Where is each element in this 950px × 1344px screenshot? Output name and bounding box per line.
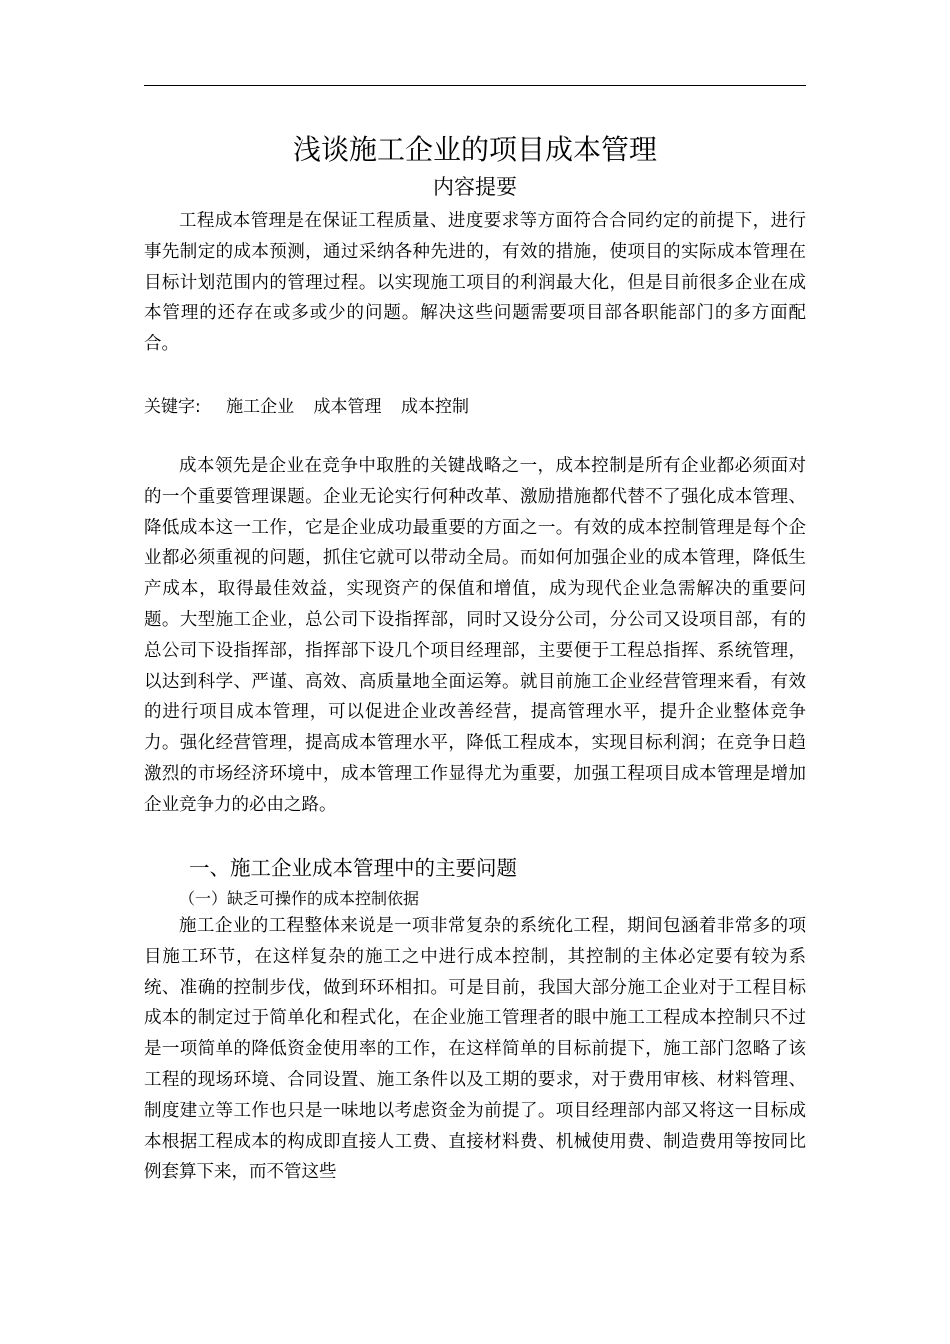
keyword: 成本控制	[400, 397, 469, 417]
keywords-label: 关键字:	[144, 397, 201, 417]
keyword: 施工企业	[226, 397, 295, 417]
subsection-heading: （一）缺乏可操作的成本控制依据	[179, 889, 420, 908]
abstract-paragraph: 工程成本管理是在保证工程质量、进度要求等方面符合合同约定的前提下，进行事先制定的成本预测，通过采纳各种先进的，有效的措施，使项目的实际成本管理在目标计划范围内的管理过程。以实现施工项目的利润最大化，但是目前很多企业在成本管理的还存在或多或少的问题。解决这些问题需要项目部各职能部门的多方面配合。	[144, 211, 806, 355]
abstract-heading: 内容提要	[433, 175, 517, 199]
intro-paragraph: 成本领先是企业在竞争中取胜的关键战略之一，成本控制是所有企业都必须面对的一个重要管理课题。企业无论实行何种改革、激励措施都代替不了强化成本管理、降低成本这一工作，它是企业成功最重要的方面之一。有效的成本控制管理是每个企业都必须重视的问题，抓住它就可以带动全局。而如何加强企业的成本管理，降低生产成本，取得最佳效益，实现资产的保值和增值，成为现代企业急需解决的重要问题。大型施工企业，总公司下设指挥部，同时又设分公司，分公司又设项目部，有的总公司下设指挥部，指挥部下设几个项目经理部，主要便于工程总指挥、系统管理，以达到科学、严谨、高效、高质量地全面运筹。就目前施工企业经营管理来看，有效的进行项目成本管理，可以促进企业改善经营，提高管理水平，提升企业整体竞争力。强化经营管理，提高成本管理水平，降低工程成本，实现目标利润；在竞争日趋激烈的市场经济环境中，成本管理工作显得尤为重要，加强工程项目成本管理是增加企业竞争力的必由之路。	[144, 456, 806, 815]
keyword: 成本管理	[313, 397, 382, 417]
section-heading: 一、施工企业成本管理中的主要问题	[189, 856, 517, 880]
body-paragraph: 施工企业的工程整体来说是一项非常复杂的系统化工程，期间包涵着非常多的项目施工环节，在这样复杂的施工之中进行成本控制，其控制的主体必定要有较为系统、准确的控制步伐，做到环环相扣。可是目前，我国大部分施工企业对于工程目标成本的制定过于简单化和程式化，在企业施工管理者的眼中施工工程成本控制只不过是一项简单的降低资金使用率的工作，在这样简单的目标前提下，施工部门忽略了该工程的现场环境、合同设置、施工条件以及工期的要求，对于费用审核、材料管理、制度建立等工作也只是一味地以考虑资金为前提了。项目经理部内部又将这一目标成本根据工程成本的构成即直接人工费、直接材料费、机械使用费、制造费用等按同比例套算下来，而不管这些	[144, 916, 806, 1183]
page-title: 浅谈施工企业的项目成本管理	[292, 133, 657, 166]
keywords-line	[144, 393, 806, 421]
header-rule	[144, 85, 806, 86]
